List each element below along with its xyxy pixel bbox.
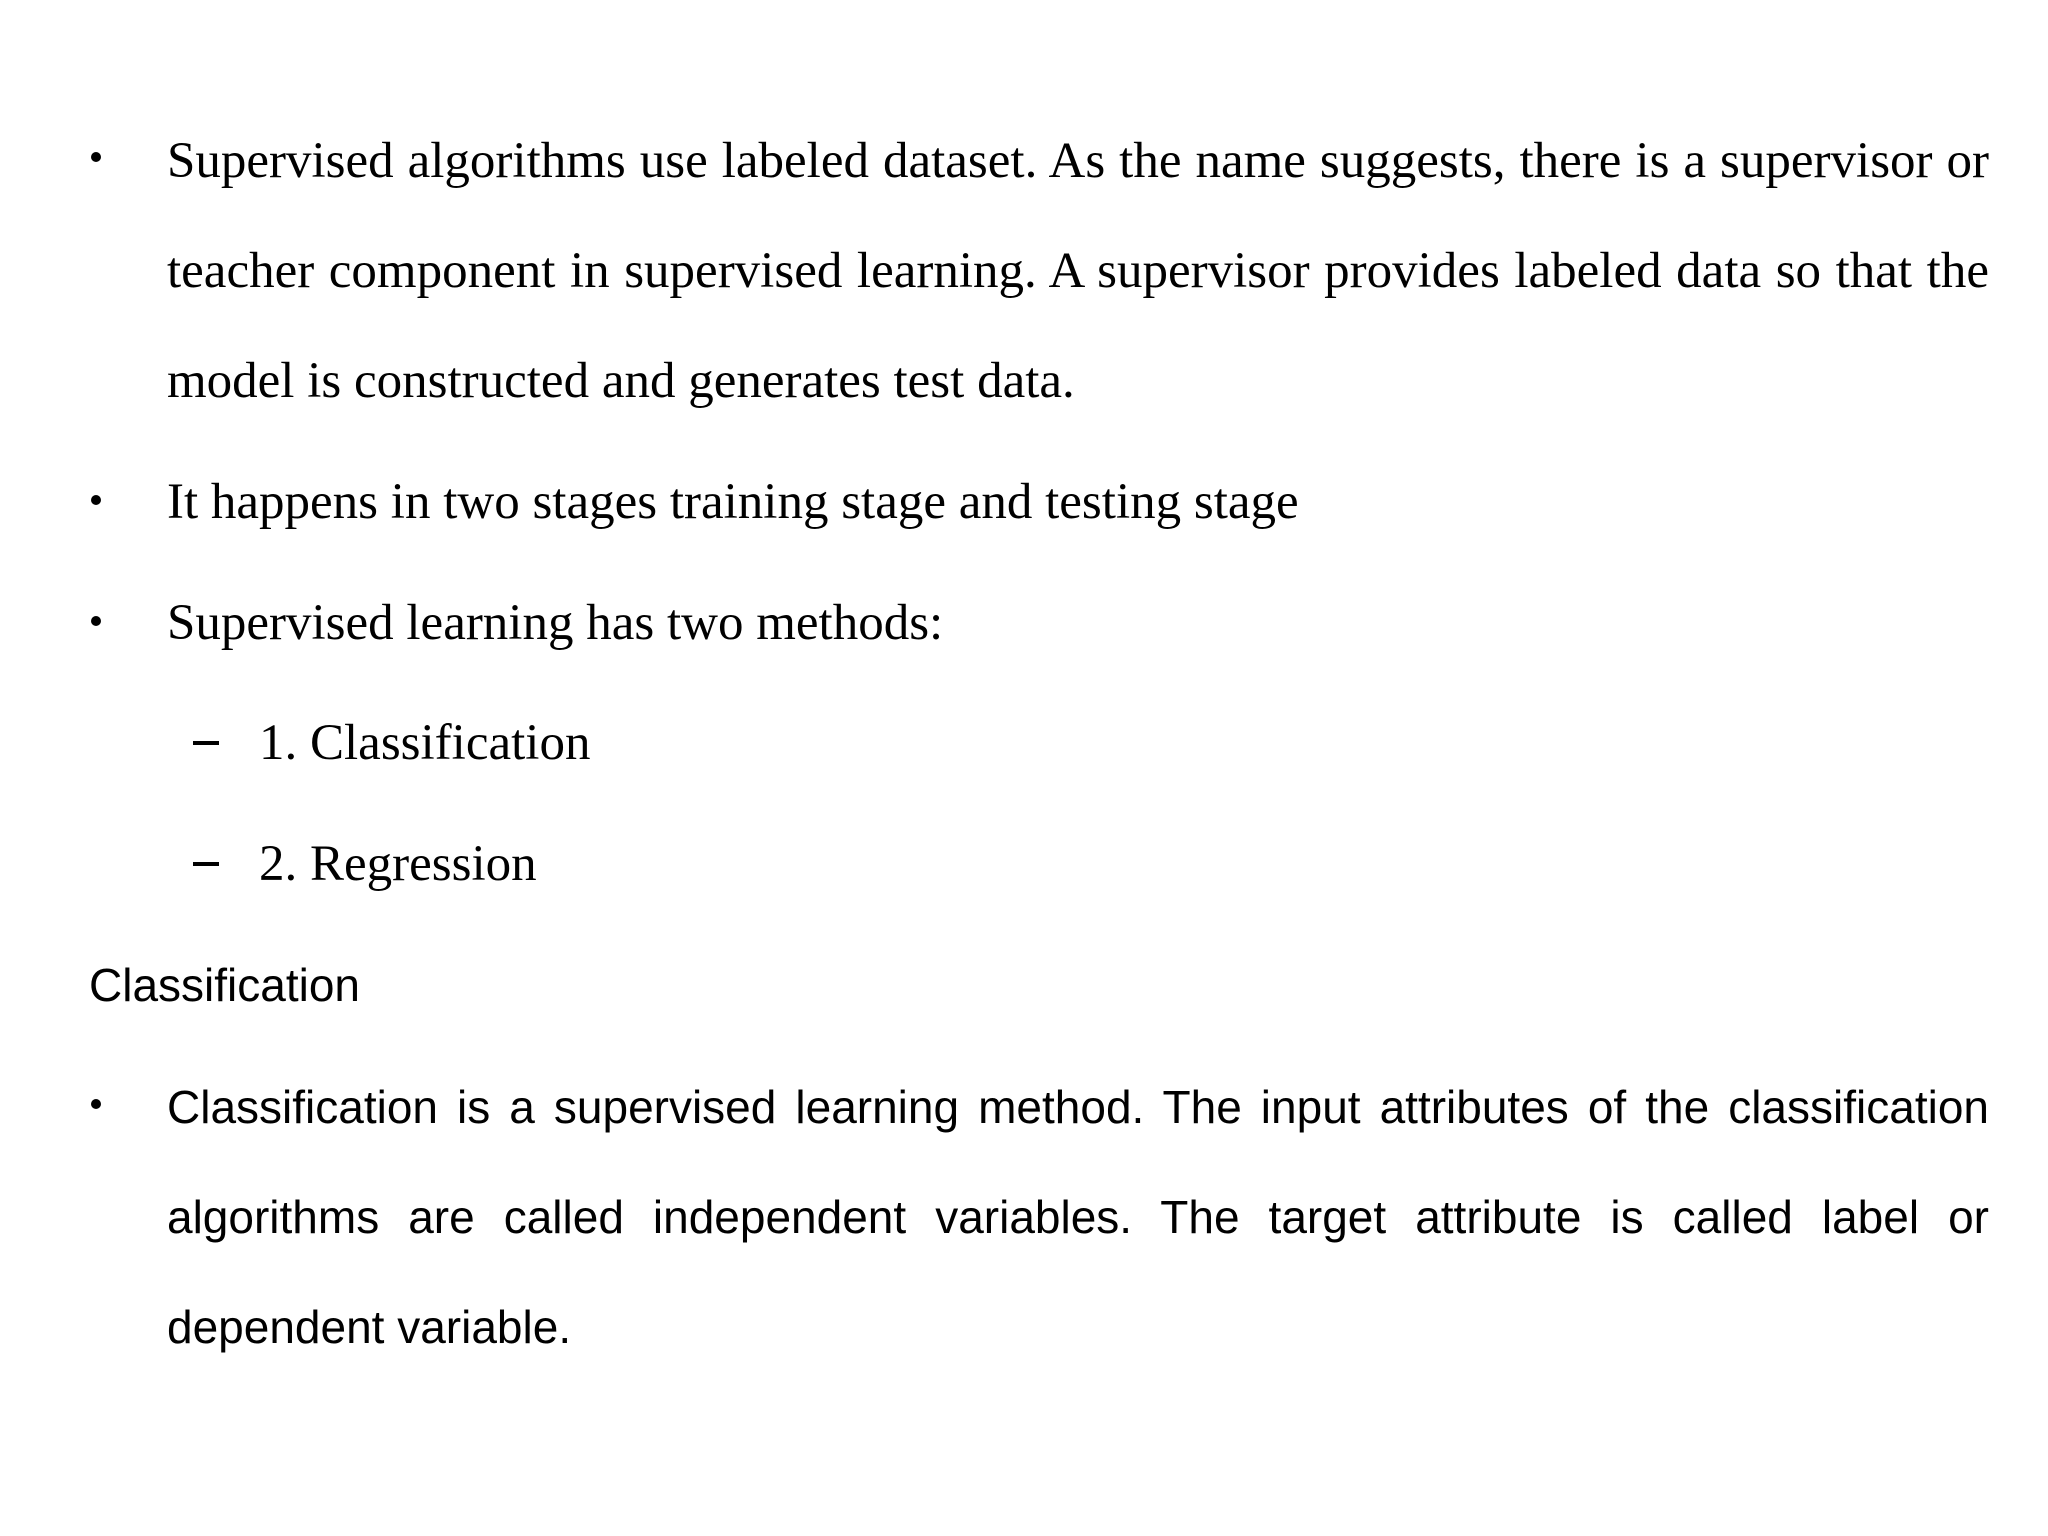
bullet-icon: [91, 495, 101, 505]
bullet-text: Supervised algorithms use labeled dataset. As the name suggests, there is a supervisor or teacher component in supervised learning. A supervisor provides labeled data so that the model is constructed and generates test data.: [167, 133, 1989, 409]
dash-icon: [193, 741, 219, 745]
bullet-icon: [91, 152, 101, 162]
dash-icon: [193, 862, 219, 866]
bullet-icon: [91, 616, 101, 626]
sub-item-text: 2. Regression: [259, 836, 537, 892]
section-heading: Classification: [89, 959, 360, 1011]
sub-item-text: 1. Classification: [259, 715, 591, 771]
bullet-icon: [91, 1099, 101, 1109]
bullet-text: Classification is a supervised learning method. The input attributes of the classification algorithms are called independent variables. The target attribute is called label or dependent variable.: [167, 1081, 1989, 1353]
bullet-text: It happens in two stages training stage and testing stage: [167, 474, 1299, 530]
bullet-text: Supervised learning has two methods:: [167, 595, 944, 651]
